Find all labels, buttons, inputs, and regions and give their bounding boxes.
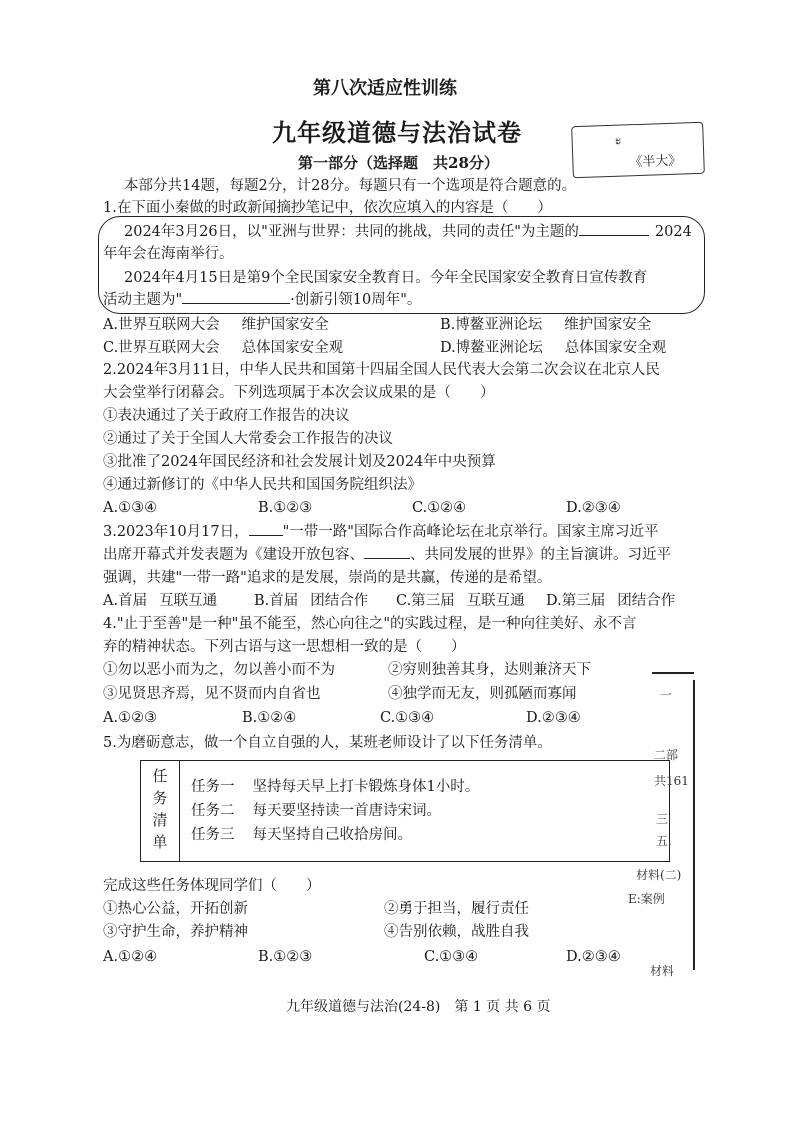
stamp-box (571, 122, 705, 179)
q3-blank-1 (249, 535, 283, 536)
q1-option-b-2: 维护国家安全 (564, 317, 652, 333)
q1-option-b (440, 315, 651, 335)
q1-option-c-1: C.世界互联网大会 (103, 340, 220, 356)
q4-option-a: A.①②③ (103, 710, 158, 726)
q3-option-b (254, 591, 368, 611)
q1-option-d-1: D.博鳌亚洲论坛 (440, 340, 543, 356)
q2-option-b: B.①②③ (258, 500, 313, 516)
q4-stem-line-1: 4."止于至善"是一种"虽不能至，然心向往之"的实践过程，是一种向往美好、永不言 (103, 616, 637, 632)
q1-option-c (103, 338, 343, 358)
task-3-name: 任务三 (191, 827, 235, 843)
q5-ask: 完成这些任务体现同学们（ ） (103, 878, 321, 894)
q2-item-1: ①表决通过了关于政府工作报告的决议 (103, 408, 350, 424)
q2-option-d: D.②③④ (566, 500, 621, 516)
task-2-name: 任务二 (191, 803, 235, 819)
q4-option-b: B.①②④ (242, 710, 297, 726)
q3-stem-1b: "一带一路"国际合作高峰论坛在北京举行。国家主席习近平 (282, 524, 659, 540)
edge-fragment-8: 材料 (650, 964, 675, 978)
task-row-3 (191, 825, 412, 845)
q3-option-d-1: D.第三届 (546, 593, 606, 609)
task-1-text: 坚持每天早上打卡锻炼身体1小时。 (252, 779, 480, 795)
q1-option-a-1: A.世界互联网大会 (103, 317, 220, 333)
edge-fragment-4: 三 (656, 812, 669, 826)
q5-item-1: ①热心公益，开拓创新 (103, 901, 248, 917)
stamp-text-1: ะ (614, 133, 622, 149)
q3-option-a-1: A.首届 (103, 593, 148, 609)
task-2-text: 每天要坚持读一首唐诗宋词。 (252, 803, 441, 819)
q4-option-c: C.①③④ (380, 710, 435, 726)
q1-option-a (103, 315, 329, 335)
q2-item-2: ②通过了关于全国人大常委会工作报告的决议 (103, 431, 393, 447)
edge-fragment-2: 二部 (654, 748, 679, 762)
q3-option-c-2: 互联互通 (466, 593, 525, 609)
q1-blank-2 (182, 303, 290, 304)
edge-fragment-7: E:案例 (628, 892, 665, 906)
q1-note-line-1-end: 2024 (654, 224, 692, 240)
edge-fragment-6: 材料(二) (636, 868, 682, 882)
q3-option-b-2: 团结合作 (310, 593, 369, 609)
q5-stem: 5.为磨砺意志，做一个自立自强的人，某班老师设计了以下任务清单。 (103, 735, 552, 751)
q2-item-4: ④通过新修订的《中华人民共和国国务院组织法》 (103, 477, 422, 493)
q4-stem-line-2: 弃的精神状态。下列古语与这一思想相一致的是（ ） (103, 639, 466, 655)
q1-note-line-4a: 活动主题为" (103, 292, 183, 308)
task-1-name: 任务一 (191, 779, 235, 795)
q3-option-c-1: C.第三届 (396, 593, 455, 609)
q1-blank-1 (579, 235, 649, 236)
task-label-char-1: 任 (152, 767, 168, 785)
q1-note-line-3: 2024年4月15日是第9个全民国家安全教育日。今年全民国家安全教育日宣传教育 (124, 270, 648, 286)
stamp-text-2: 《半大》 (629, 153, 682, 171)
q3-stem-line-2 (103, 545, 671, 565)
q5-option-a: A.①②④ (103, 949, 158, 965)
q5-item-3: ③守护生命，养护精神 (103, 924, 248, 940)
q3-option-d (546, 591, 675, 611)
edge-border-top (652, 672, 694, 674)
q2-stem-line-2: 大会堂举行闭幕会。下列选项属于本次会议成果的是（ ） (103, 385, 495, 401)
q1-note-line-1-text: 2024年3月26日，以"亚洲与世界：共同的挑战，共同的责任"为主题的 (124, 224, 579, 240)
q1-note-line-4 (103, 290, 421, 310)
q4-option-d: D.②③④ (526, 710, 581, 726)
edge-fragment-5: 五. (656, 834, 672, 848)
q2-stem-line-1: 2.2024年3月11日，中华人民共和国第十四届全国人民代表大会第二次会议在北京人民 (103, 362, 660, 378)
q4-item-2: ②穷则独善其身，达则兼济天下 (388, 662, 591, 678)
task-list-box (140, 760, 670, 862)
q3-option-a (103, 591, 217, 611)
q1-option-d (440, 338, 666, 358)
edge-border-line (693, 680, 695, 970)
q1-option-c-2: 总体国家安全观 (241, 340, 344, 356)
task-label-char-4: 单 (152, 833, 168, 851)
q3-stem-2b: 、共同发展的世界》的主旨演讲。习近平 (410, 547, 671, 563)
q5-option-b: B.①②③ (258, 949, 313, 965)
q2-item-3: ③批准了2024年国民经济和社会发展计划及2024年中央预算 (103, 454, 496, 470)
q3-stem-2a: 出席开幕式并发表题为《建设开放包容、 (103, 547, 364, 563)
task-3-text: 每天坚持自己收拾房间。 (252, 827, 412, 843)
q1-stem: 1.在下面小秦做的时政新闻摘抄笔记中，依次应填入的内容是（ ） (103, 200, 552, 216)
q1-option-a-2: 维护国家安全 (241, 317, 329, 333)
edge-fragment-3: 共161 (654, 774, 689, 788)
task-row-2 (191, 801, 441, 821)
q1-note-line-2: 年年会在海南举行。 (103, 246, 234, 262)
q3-stem-1a: 3.2023年10月17日， (103, 524, 249, 540)
q3-stem-line-1 (103, 522, 658, 542)
exam-title: 九年级道德与法治试卷 (272, 118, 522, 147)
task-list-label-cell (141, 761, 180, 861)
q4-item-4: ④独学而无友，则孤陋而寡闻 (388, 686, 577, 702)
exam-subtitle: 第八次适应性训练 (313, 78, 457, 99)
q2-option-c: C.①②④ (412, 500, 467, 516)
q4-item-3: ③见贤思齐焉，见不贤而内自省也 (103, 686, 321, 702)
edge-fragment-1: 一 (660, 688, 673, 702)
q1-option-d-2: 总体国家安全观 (564, 340, 667, 356)
q3-option-d-2: 团结合作 (617, 593, 676, 609)
q4-item-1: ①勿以恶小而为之，勿以善小而不为 (103, 662, 335, 678)
q5-option-c: C.①③④ (424, 949, 479, 965)
q1-note-line-4b: ·创新引领10周年"。 (290, 292, 422, 308)
q3-blank-2 (364, 558, 410, 559)
q3-option-b-1: B.首届 (254, 593, 299, 609)
page-footer: 九年级道德与法治(24-8) 第 1 页 共 6 页 (286, 999, 551, 1015)
q2-option-a: A.①③④ (103, 500, 158, 516)
section-heading: 第一部分（选择题 共28分） (298, 154, 499, 172)
q5-item-2: ②勇于担当，履行责任 (384, 901, 529, 917)
q1-note-line-1 (124, 222, 692, 242)
q1-option-b-1: B.博鳌亚洲论坛 (440, 317, 543, 333)
task-label-char-2: 务 (152, 789, 168, 807)
q3-option-a-2: 互联互通 (159, 593, 218, 609)
section-instructions: 本部分共14题，每题2分，计28分。每题只有一个选项是符合题意的。 (124, 178, 577, 194)
task-label-char-3: 清 (152, 811, 168, 829)
q5-item-4: ④告别依赖，战胜自我 (384, 924, 529, 940)
q3-option-c (396, 591, 525, 611)
q3-stem-line-3: 强调，共建"一带一路"追求的是发展，崇尚的是共赢，传递的是希望。 (103, 570, 552, 586)
task-row-1 (191, 777, 479, 797)
q5-option-d: D.②③④ (566, 949, 621, 965)
